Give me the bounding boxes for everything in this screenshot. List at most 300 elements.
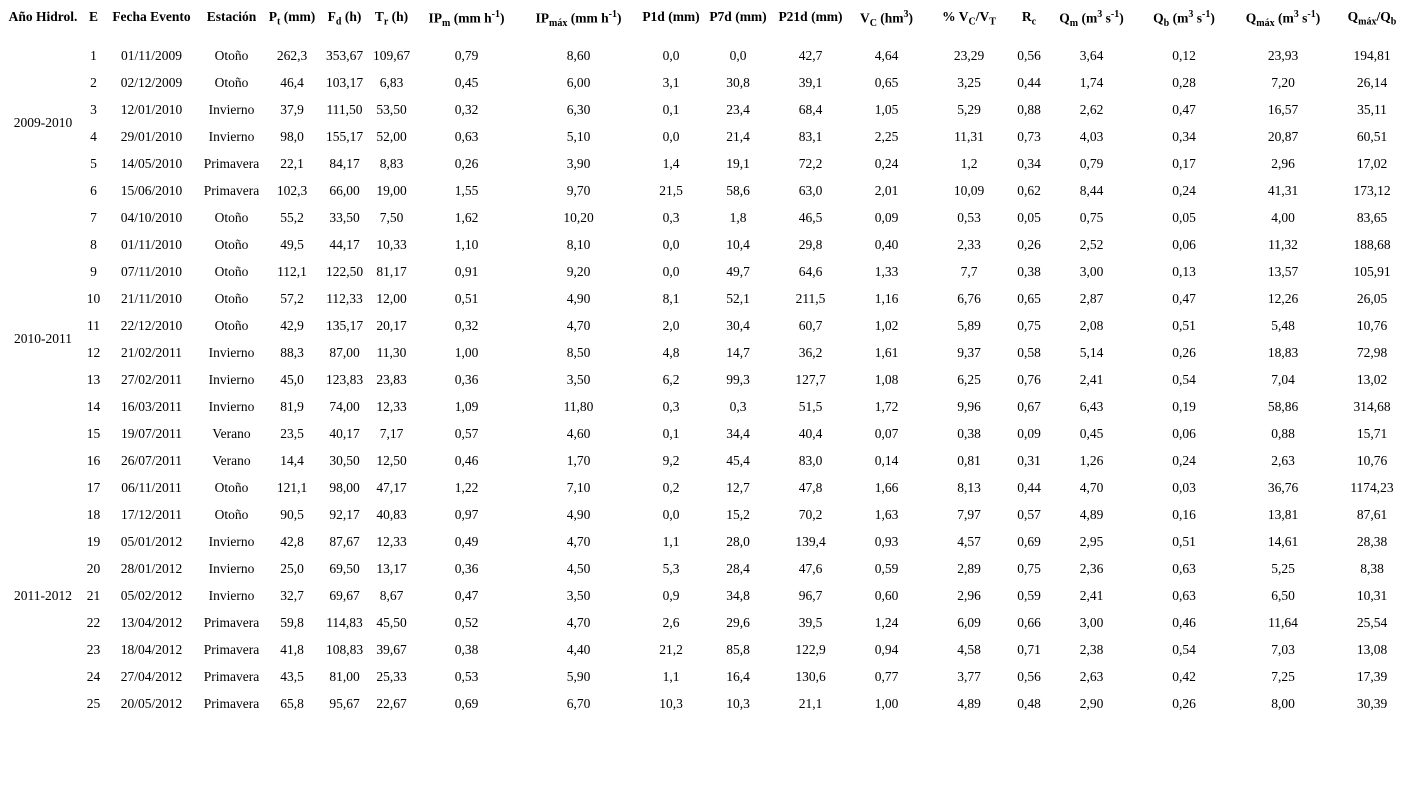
table-cell: 83,1 — [798, 128, 823, 144]
table-cell: 20,87 — [1267, 128, 1299, 144]
table-cell: Otoño — [214, 290, 249, 306]
table-row — [3, 663, 1407, 690]
table-cell: 17/12/2011 — [120, 506, 182, 522]
table-cell: 0,03 — [1172, 479, 1196, 495]
table-cell: 30,8 — [726, 74, 750, 90]
table-cell: 111,50 — [326, 101, 363, 117]
table-cell: 1174,23 — [1350, 479, 1394, 495]
table-cell: 74,00 — [329, 398, 360, 414]
table-cell: 1,70 — [566, 452, 591, 468]
table-cell: 92,17 — [329, 506, 360, 522]
table-cell: 14 — [86, 398, 101, 414]
table-cell: 0,97 — [454, 506, 479, 522]
table-cell: 96,7 — [798, 587, 823, 603]
table-cell: 0,62 — [1017, 182, 1041, 198]
table-cell: 2,6 — [662, 614, 680, 630]
table-cell: 0,59 — [1017, 587, 1041, 603]
table-cell: 0,45 — [454, 74, 479, 90]
table-cell: 30,4 — [726, 317, 750, 333]
table-cell: 12,33 — [376, 398, 407, 414]
table-cell: 7,17 — [379, 425, 404, 441]
table-cell: 17,02 — [1356, 155, 1388, 171]
table-cell: 0,05 — [1017, 209, 1041, 225]
table-cell: 16/03/2011 — [120, 398, 182, 414]
table-cell: 2,90 — [1079, 695, 1104, 711]
table-cell: 7,7 — [960, 263, 978, 279]
table-cell: 11 — [87, 317, 100, 333]
table-row — [3, 285, 1407, 312]
table-cell: 105,91 — [1353, 263, 1391, 279]
table-cell: 4,03 — [1079, 128, 1104, 144]
table-cell: 5,90 — [566, 668, 591, 684]
table-cell: 0,0 — [662, 506, 680, 522]
table-cell: 121,1 — [276, 479, 308, 495]
table-cell: 17,39 — [1356, 668, 1388, 684]
table-cell: 11,64 — [1268, 614, 1298, 630]
table-cell: 2,38 — [1079, 641, 1104, 657]
column-header: $F_d$ (h) — [327, 9, 362, 28]
table-cell: 47,17 — [376, 479, 407, 495]
table-cell: 5,89 — [957, 317, 981, 333]
column-header: E — [88, 9, 98, 24]
table-cell: 5,10 — [566, 128, 591, 144]
table-cell: Verano — [212, 425, 251, 441]
table-cell: 0,9 — [662, 587, 680, 603]
table-cell: 0,07 — [874, 425, 899, 441]
table-cell: Primavera — [203, 182, 260, 198]
table-body — [3, 42, 1407, 717]
table-cell: 14/05/2010 — [120, 155, 183, 171]
table-cell: 127,7 — [795, 371, 826, 387]
table-cell: 0,54 — [1172, 371, 1196, 387]
table-cell: 3,00 — [1079, 614, 1104, 630]
table-cell: 87,67 — [329, 533, 360, 549]
table-cell: 9,20 — [566, 263, 591, 279]
table-cell: 5,3 — [662, 560, 680, 576]
table-cell: 0,2 — [662, 479, 680, 495]
table-cell: 0,24 — [1172, 182, 1196, 198]
table-cell: Invierno — [208, 101, 255, 117]
table-cell: 0,44 — [1017, 479, 1041, 495]
table-cell: 11,31 — [954, 128, 984, 144]
table-cell: 34,4 — [726, 425, 750, 441]
table-cell: 83,65 — [1356, 209, 1388, 225]
table-cell: 0,26 — [1172, 695, 1196, 711]
table-cell: 28,0 — [726, 533, 750, 549]
table-cell: 13,17 — [376, 560, 407, 576]
table-cell: 6,00 — [566, 74, 591, 90]
table-cell: 108,83 — [325, 641, 364, 657]
column-header: $V_C$ $(hm^3)$ — [859, 9, 914, 30]
table-cell: 13,02 — [1356, 371, 1388, 387]
table-cell: 10,3 — [659, 695, 683, 711]
table-cell: 2,89 — [957, 560, 981, 576]
table-cell: 57,2 — [280, 290, 304, 306]
table-cell: 4,60 — [566, 425, 591, 441]
table-cell: 0,65 — [1017, 290, 1041, 306]
table-cell: 0,38 — [454, 641, 479, 657]
table-cell: 1,62 — [454, 209, 479, 225]
table-cell: 19 — [86, 533, 101, 549]
table-cell: 4,90 — [566, 506, 591, 522]
table-cell: 1,72 — [874, 398, 899, 414]
table-cell: 18 — [86, 506, 101, 522]
table-row — [3, 555, 1407, 582]
table-cell: 19,00 — [376, 182, 407, 198]
table-cell: 7,97 — [957, 506, 981, 522]
table-cell: 0,63 — [454, 128, 479, 144]
table-cell: Invierno — [208, 128, 255, 144]
table-cell: 45,50 — [376, 614, 407, 630]
table-cell: 0,14 — [874, 452, 899, 468]
table-cell: 0,31 — [1017, 452, 1041, 468]
table-cell: 68,4 — [798, 101, 823, 117]
table-cell: 0,44 — [1017, 74, 1041, 90]
table-cell: 122,9 — [795, 641, 826, 657]
table-row — [3, 96, 1407, 123]
table-cell: 4,8 — [662, 344, 680, 360]
table-cell: 26,05 — [1356, 290, 1388, 306]
table-cell: 4,89 — [957, 695, 981, 711]
column-header: % $V_C/V_T$ — [942, 9, 996, 28]
table-cell: 102,3 — [276, 182, 308, 198]
table-cell: 0,46 — [454, 452, 479, 468]
table-cell: 7 — [90, 209, 97, 225]
table-cell: 43,5 — [280, 668, 304, 684]
table-cell: Otoño — [214, 236, 249, 252]
table-cell: 0,42 — [1172, 668, 1196, 684]
table-cell: 0,12 — [1172, 47, 1196, 63]
table-cell: 6,83 — [379, 74, 404, 90]
table-cell: Primavera — [203, 155, 260, 171]
table-cell: 11,32 — [1268, 236, 1298, 252]
table-cell: 69,67 — [329, 587, 360, 603]
table-cell: 12/01/2010 — [120, 101, 183, 117]
table-cell: 0,28 — [1172, 74, 1196, 90]
table-cell: 0,16 — [1172, 506, 1196, 522]
table-cell: 0,09 — [1017, 425, 1041, 441]
table-cell: 34,8 — [726, 587, 750, 603]
table-cell: 4,70 — [1079, 479, 1104, 495]
column-header: P7d (mm) — [709, 9, 767, 24]
table-cell: 5,25 — [1271, 560, 1295, 576]
table-cell: 21/11/2010 — [120, 290, 182, 306]
table-cell: 8,60 — [566, 47, 591, 63]
table-cell: 41,31 — [1267, 182, 1299, 198]
table-cell: 18/04/2012 — [120, 641, 183, 657]
table-cell: 139,4 — [795, 533, 826, 549]
table-cell: 0,19 — [1172, 398, 1196, 414]
table-cell: 29,8 — [798, 236, 823, 252]
header-row — [3, 9, 1407, 42]
table-cell: 0,3 — [662, 398, 680, 414]
table-cell: 2,96 — [957, 587, 981, 603]
table-cell: 0,88 — [1017, 101, 1041, 117]
table-cell: 26/07/2011 — [120, 452, 182, 468]
table-cell: 60,51 — [1356, 128, 1388, 144]
table-cell: 11,30 — [376, 344, 407, 360]
table-cell: 8,10 — [566, 236, 591, 252]
table-row — [3, 204, 1407, 231]
table-cell: 28,38 — [1356, 533, 1388, 549]
table-cell: 16 — [86, 452, 101, 468]
table-cell: 37,9 — [280, 101, 304, 117]
table-cell: 72,2 — [798, 155, 823, 171]
table-cell: 25,0 — [280, 560, 304, 576]
table-cell: 30,50 — [329, 452, 360, 468]
table-cell: 5,48 — [1271, 317, 1295, 333]
table-cell: 87,61 — [1356, 506, 1388, 522]
table-cell: 0,51 — [454, 290, 479, 306]
table-cell: 262,3 — [276, 47, 308, 63]
table-cell: 10,20 — [563, 209, 594, 225]
table-cell: 0,53 — [454, 668, 479, 684]
table-cell: 0,05 — [1172, 209, 1196, 225]
table-cell: 8,83 — [379, 155, 404, 171]
table-cell: Otoño — [214, 47, 249, 63]
table-cell: 23,83 — [376, 371, 407, 387]
table-cell: 10 — [86, 290, 101, 306]
table-cell: 87,00 — [329, 344, 360, 360]
table-cell: 9 — [90, 263, 97, 279]
table-cell: 0,46 — [1172, 614, 1196, 630]
table-cell: 19,1 — [726, 155, 750, 171]
table-cell: 4,64 — [874, 47, 899, 63]
table-cell: 3,00 — [1079, 263, 1104, 279]
table-cell: 21,1 — [798, 695, 823, 711]
table-row — [3, 312, 1407, 339]
table-cell: 0,57 — [1017, 506, 1041, 522]
column-header: $Q_{máx}$ ($m^3$ $s^{-1}$) — [1245, 9, 1321, 30]
table-cell: 0,52 — [454, 614, 479, 630]
table-cell: 60,7 — [798, 317, 823, 333]
table-cell: 20,17 — [376, 317, 407, 333]
table-cell: Primavera — [203, 695, 260, 711]
table-cell: 2,41 — [1079, 587, 1104, 603]
table-cell: 1,16 — [874, 290, 899, 306]
table-cell: 7,50 — [379, 209, 404, 225]
table-cell: 5,14 — [1079, 344, 1104, 360]
table-cell: 47,6 — [798, 560, 823, 576]
table-cell: 0,48 — [1017, 695, 1041, 711]
table-cell: 0,75 — [1017, 560, 1041, 576]
table-cell: 69,50 — [329, 560, 360, 576]
table-cell: 114,83 — [326, 614, 363, 630]
table-cell: 112,1 — [277, 263, 307, 279]
table-cell: 0,79 — [454, 47, 479, 63]
table-cell: 16,4 — [726, 668, 750, 684]
table-cell: 12,7 — [726, 479, 750, 495]
table-cell: 1,08 — [874, 371, 899, 387]
table-cell: 53,50 — [376, 101, 407, 117]
table-cell: 16,57 — [1267, 101, 1299, 117]
table-cell: 1,8 — [729, 209, 747, 225]
table-row — [3, 42, 1407, 69]
table-cell: 0,66 — [1017, 614, 1041, 630]
table-cell: 2,63 — [1079, 668, 1104, 684]
table-cell: 0,77 — [874, 668, 899, 684]
table-cell: 01/11/2009 — [120, 47, 182, 63]
table-cell: 6,09 — [957, 614, 981, 630]
table-cell: 9,70 — [566, 182, 591, 198]
table-cell: 173,12 — [1353, 182, 1391, 198]
table-cell: 0,51 — [1172, 533, 1196, 549]
table-cell: 2,63 — [1271, 452, 1295, 468]
table-cell: 02/12/2009 — [120, 74, 183, 90]
table-cell: 3,50 — [566, 587, 591, 603]
table-cell: 12,33 — [376, 533, 407, 549]
table-cell: 2,08 — [1079, 317, 1104, 333]
table-cell: Invierno — [208, 587, 255, 603]
table-cell: 109,67 — [372, 47, 411, 63]
table-cell: 0,71 — [1017, 641, 1041, 657]
table-cell: 0,45 — [1079, 425, 1104, 441]
table-cell: 39,1 — [798, 74, 823, 90]
hydrological-year-cell: 2010-2011 — [14, 331, 72, 346]
table-cell: 58,86 — [1267, 398, 1299, 414]
table-row — [3, 528, 1407, 555]
table-cell: 0,17 — [1172, 155, 1196, 171]
table-cell: 211,5 — [795, 290, 826, 306]
table-cell: 1,24 — [874, 614, 899, 630]
table-cell: 4 — [90, 128, 97, 144]
table-cell: 36,2 — [798, 344, 823, 360]
table-cell: 49,5 — [280, 236, 304, 252]
table-cell: 81,17 — [376, 263, 407, 279]
table-row — [3, 339, 1407, 366]
table-cell: 2,25 — [874, 128, 899, 144]
table-cell: 6,25 — [957, 371, 981, 387]
table-cell: 8,13 — [957, 479, 981, 495]
table-cell: 0,76 — [1017, 371, 1041, 387]
table-cell: 7,10 — [566, 479, 591, 495]
table-cell: 0,0 — [662, 47, 680, 63]
table-cell: 14,61 — [1267, 533, 1299, 549]
table-cell: 20 — [86, 560, 101, 576]
table-cell: 0,79 — [1079, 155, 1104, 171]
table-cell: 17 — [86, 479, 101, 495]
table-cell: 5 — [90, 155, 97, 171]
table-cell: 40,83 — [376, 506, 407, 522]
table-row — [3, 366, 1407, 393]
column-header: $T_r$ (h) — [374, 9, 409, 28]
table-cell: 4,58 — [957, 641, 981, 657]
table-cell: 26,14 — [1356, 74, 1388, 90]
table-cell: 0,32 — [454, 317, 479, 333]
table-cell: 52,1 — [726, 290, 750, 306]
table-cell: 20/05/2012 — [120, 695, 183, 711]
table-cell: 15/06/2010 — [120, 182, 183, 198]
table-cell: 8,38 — [1360, 560, 1384, 576]
table-cell: 0,73 — [1017, 128, 1041, 144]
table-cell: 15,2 — [726, 506, 750, 522]
table-cell: 0,26 — [1172, 344, 1196, 360]
table-cell: 32,7 — [280, 587, 304, 603]
table-cell: 15,71 — [1356, 425, 1388, 441]
table-cell: 3,50 — [566, 371, 591, 387]
table-cell: 42,9 — [280, 317, 304, 333]
table-cell: 8,44 — [1079, 182, 1104, 198]
table-cell: 0,38 — [957, 425, 981, 441]
table-cell: 27/02/2011 — [120, 371, 182, 387]
table-row — [3, 69, 1407, 96]
table-cell: 3,64 — [1079, 47, 1104, 63]
column-header: $Q_{máx}/Q_b$ — [1347, 9, 1397, 28]
table-cell: 0,58 — [1017, 344, 1041, 360]
table-cell: 0,53 — [957, 209, 981, 225]
table-cell: 99,3 — [726, 371, 750, 387]
table-cell: 4,00 — [1271, 209, 1295, 225]
table-cell: 36,76 — [1267, 479, 1299, 495]
table-cell: 5,29 — [957, 101, 981, 117]
column-header: $IP_{máx}$ (mm $h^{-1}$) — [535, 9, 622, 30]
table-cell: 4,90 — [566, 290, 591, 306]
table-cell: 1 — [90, 47, 97, 63]
table-cell: Invierno — [208, 533, 255, 549]
table-cell: 81,00 — [329, 668, 360, 684]
table-cell: 0,65 — [874, 74, 899, 90]
table-cell: 45,4 — [726, 452, 750, 468]
table-cell: 1,61 — [874, 344, 899, 360]
table-cell: 21,5 — [659, 182, 683, 198]
table-cell: 23,4 — [726, 101, 750, 117]
table-cell: 1,02 — [874, 317, 899, 333]
table-cell: 59,8 — [280, 614, 304, 630]
table-cell: 10,3 — [726, 695, 750, 711]
table-cell: 18,83 — [1267, 344, 1299, 360]
table-cell: 1,09 — [454, 398, 479, 414]
table-cell: 1,63 — [874, 506, 899, 522]
table-row — [3, 690, 1407, 717]
table-cell: 0,06 — [1172, 425, 1196, 441]
table-cell: 10,31 — [1356, 587, 1388, 603]
table-cell: 0,0 — [729, 47, 747, 63]
table-cell: 19/07/2011 — [120, 425, 182, 441]
table-cell: 83,0 — [798, 452, 823, 468]
table-cell: 63,0 — [798, 182, 823, 198]
table-cell: 0,94 — [874, 641, 899, 657]
table-cell: 85,8 — [726, 641, 750, 657]
table-cell: 0,49 — [454, 533, 479, 549]
table-cell: 0,91 — [454, 263, 479, 279]
table-cell: Otoño — [214, 506, 249, 522]
table-cell: 58,6 — [726, 182, 750, 198]
table-cell: 0,26 — [454, 155, 479, 171]
table-cell: 10,76 — [1356, 317, 1388, 333]
table-cell: 6 — [90, 182, 97, 198]
table-cell: 9,96 — [957, 398, 981, 414]
table-cell: 14,4 — [280, 452, 304, 468]
table-cell: 23,29 — [953, 47, 985, 63]
table-cell: 65,8 — [280, 695, 304, 711]
table-cell: 0,24 — [874, 155, 899, 171]
table-cell: 7,04 — [1271, 371, 1295, 387]
table-cell: 8,00 — [1271, 695, 1295, 711]
table-cell: 1,1 — [662, 668, 680, 684]
table-cell: 51,5 — [798, 398, 823, 414]
table-cell: 22 — [86, 614, 101, 630]
table-cell: 14,7 — [726, 344, 750, 360]
column-header: Fecha Evento — [112, 9, 191, 24]
table-cell: Otoño — [214, 209, 249, 225]
table-cell: 06/11/2011 — [121, 479, 182, 495]
table-cell: 28,4 — [726, 560, 750, 576]
column-header: $IP_m$ (mm $h^{-1}$) — [428, 9, 505, 30]
table-cell: 7,25 — [1271, 668, 1295, 684]
table-cell: 22/12/2010 — [120, 317, 183, 333]
table-cell: Primavera — [203, 668, 260, 684]
table-cell: 353,67 — [325, 47, 364, 63]
